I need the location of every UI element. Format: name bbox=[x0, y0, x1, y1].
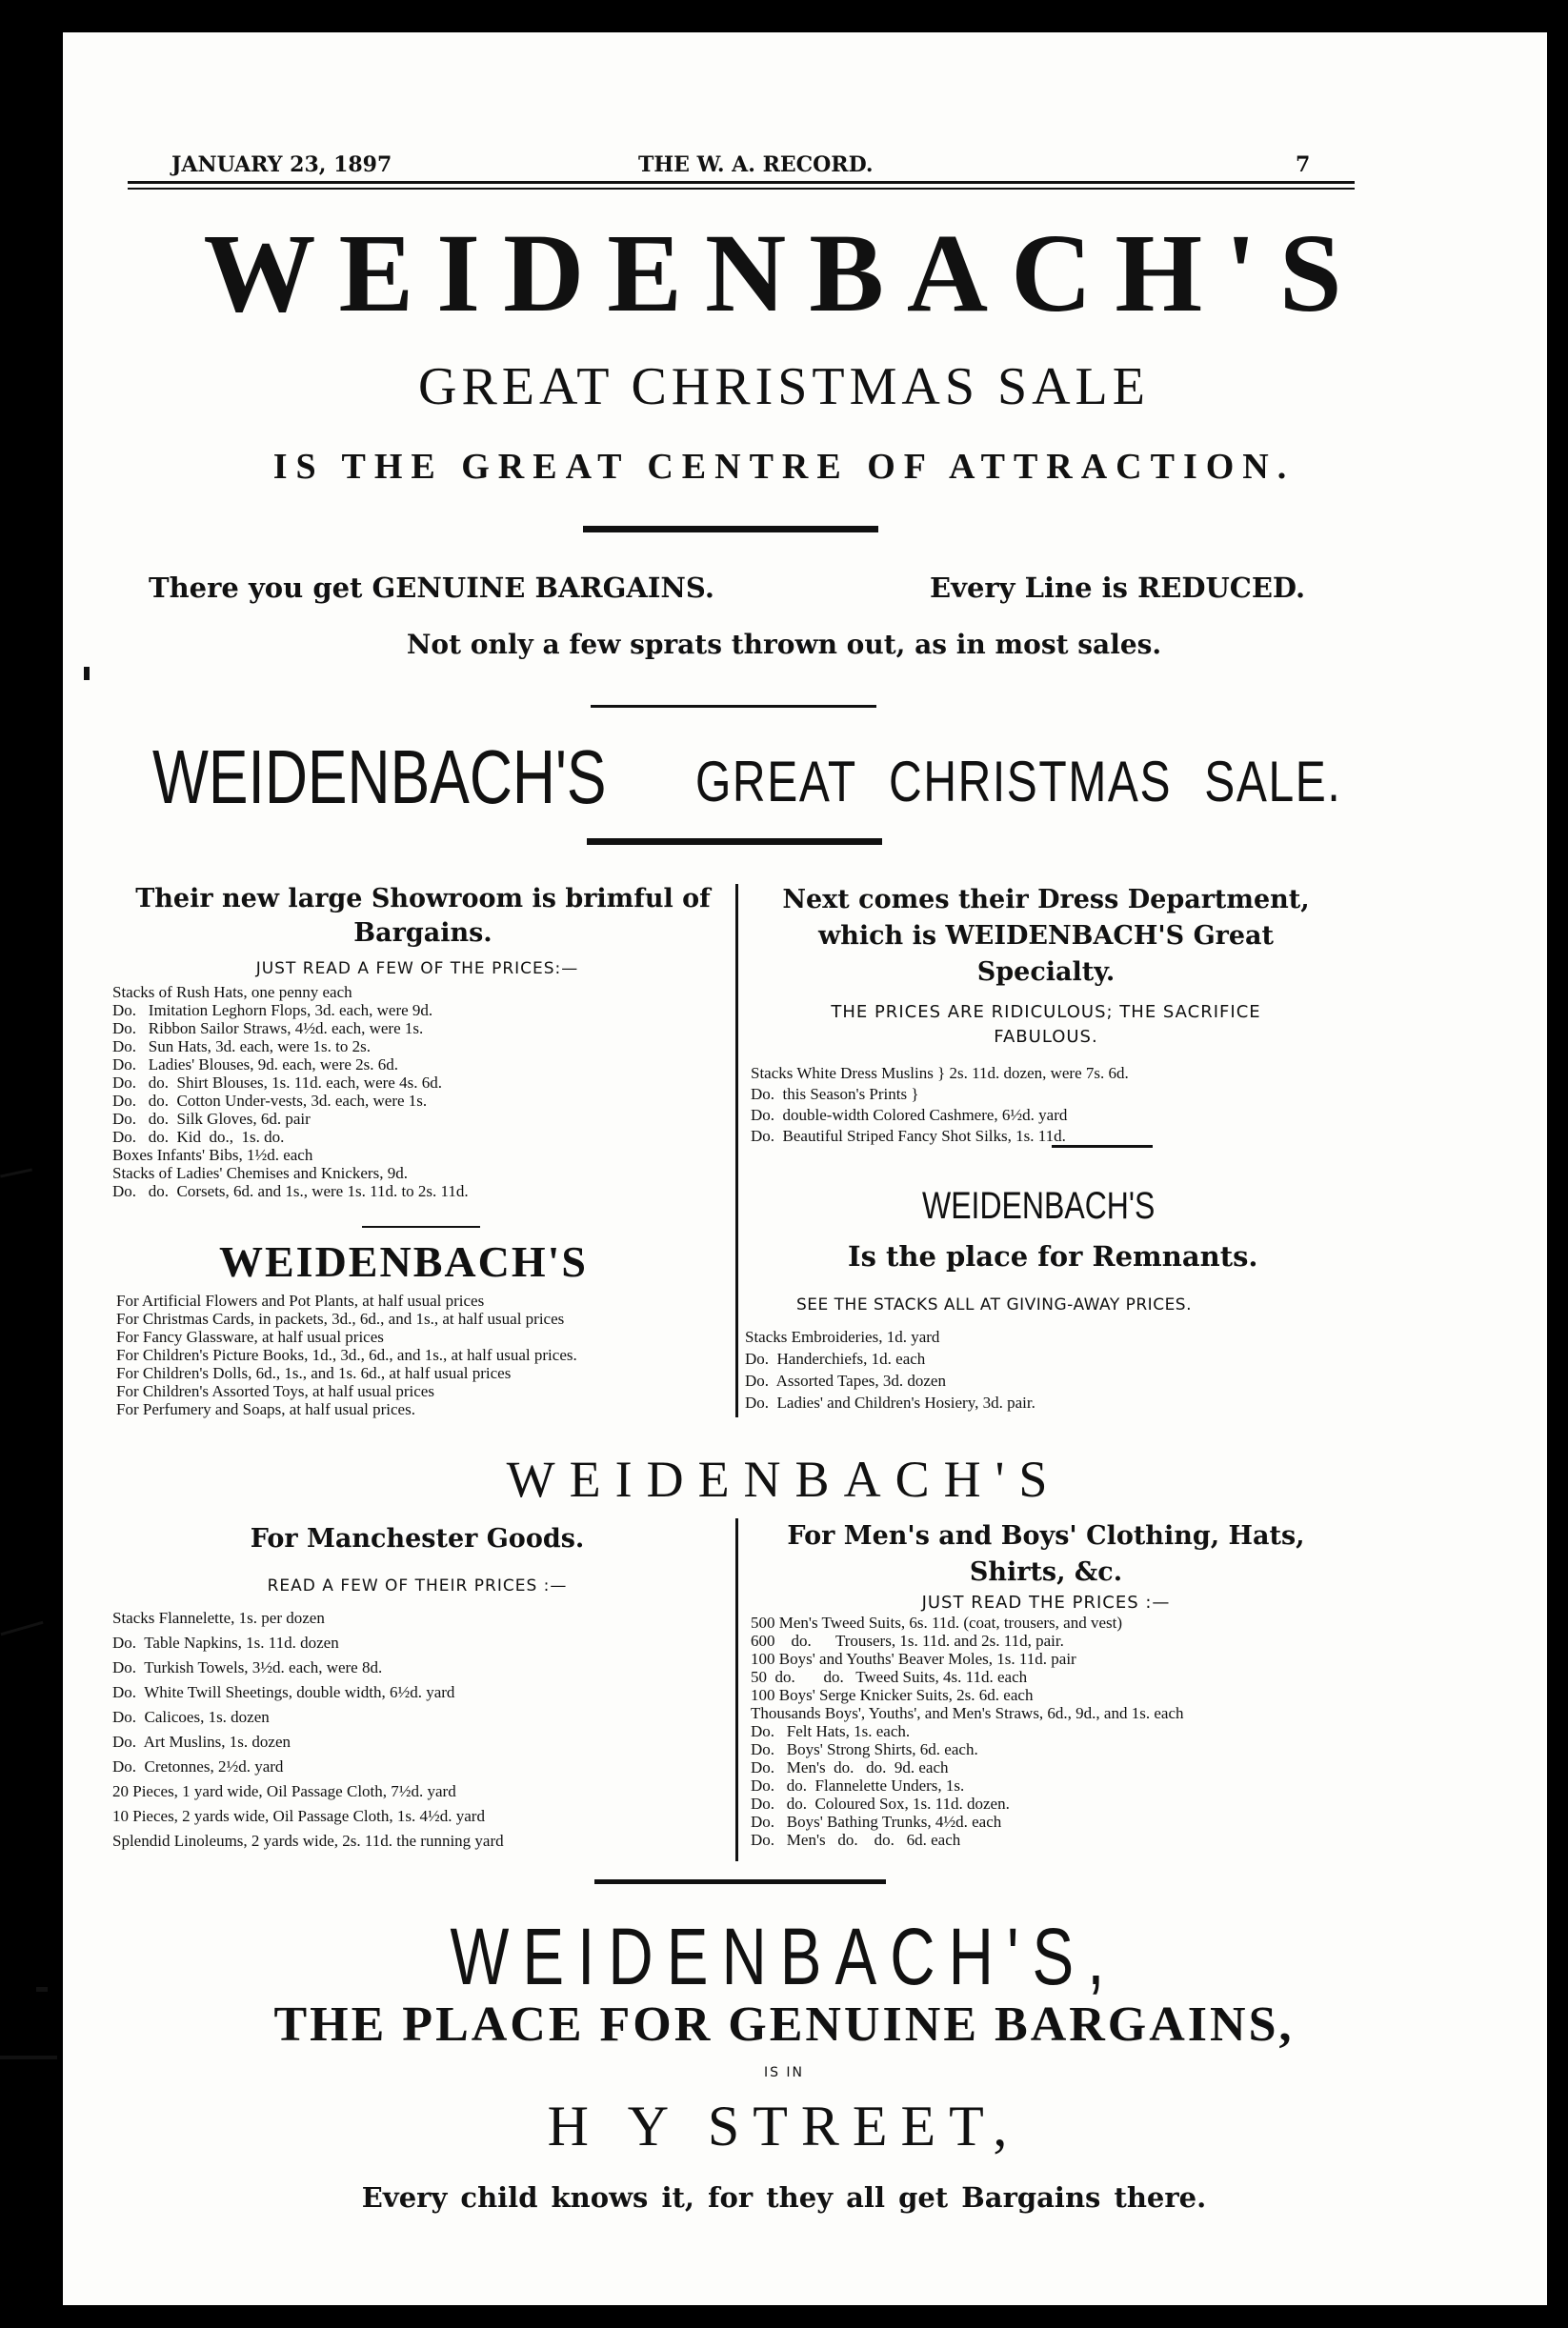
short-rule bbox=[1052, 1145, 1153, 1148]
manchester-subheading: READ A FEW OF THEIR PRICES :— bbox=[267, 1576, 568, 1595]
manchester-heading: For Manchester Goods. bbox=[250, 1524, 585, 1554]
price-list-item: Do. Men's do. do. 6d. each bbox=[751, 1831, 961, 1849]
price-list-item: Stacks of Ladies' Chemises and Knickers, 9d. bbox=[112, 1164, 408, 1182]
running-header bbox=[133, 152, 1377, 177]
price-list-item: 100 Boys' Serge Knicker Suits, 2s. 6d. each bbox=[751, 1686, 1034, 1704]
price-list-item: Do. do. Coloured Sox, 1s. 11d. dozen. bbox=[751, 1795, 1010, 1813]
price-list-item: Do. Art Muslins, 1s. dozen bbox=[112, 1733, 291, 1751]
price-list-item: Do. Boys' Bathing Trunks, 4½d. each bbox=[751, 1813, 1002, 1831]
main-subtitle: GREAT CHRISTMAS SALE bbox=[418, 357, 1150, 416]
bargains-line-left: There you get GENUINE BARGAINS. bbox=[149, 572, 714, 604]
price-list-item: Do. Calicoes, 1s. dozen bbox=[112, 1708, 270, 1726]
mens-subheading: JUST READ THE PRICES :— bbox=[921, 1593, 1171, 1613]
showroom-price-list bbox=[112, 983, 722, 1200]
mens-section bbox=[751, 1518, 1341, 1849]
dress-subheading: THE PRICES ARE RIDICULOUS; THE SACRIFICE FABULOUS. bbox=[831, 1002, 1261, 1047]
price-list-item: Do. Ladies' and Children's Hosiery, 3d. pair. bbox=[745, 1394, 1035, 1412]
price-list-item: Do. Assorted Tapes, 3d. dozen bbox=[745, 1372, 946, 1390]
remnants-section bbox=[745, 1326, 1336, 1414]
price-list-item: For Children's Picture Books, 1d., 3d., 6d., and 1s., at half usual prices. bbox=[116, 1346, 577, 1364]
price-list-item: Do. Cretonnes, 2½d. yard bbox=[112, 1757, 284, 1776]
price-list-item: 500 Men's Tweed Suits, 6s. 11d. (coat, trousers, and vest) bbox=[751, 1614, 1122, 1632]
banner-sale: GREAT CHRISTMAS SALE. bbox=[695, 750, 1342, 813]
footer-place-line: THE PLACE FOR GENUINE BARGAINS, bbox=[273, 1997, 1295, 2052]
dress-price-list bbox=[751, 1063, 1341, 1147]
divider-bar bbox=[583, 526, 878, 532]
margin-speck bbox=[84, 667, 90, 680]
price-list-item: Do. Ladies' Blouses, 9d. each, were 2s. 6d. bbox=[112, 1055, 399, 1074]
margin-speck bbox=[36, 1987, 48, 1992]
remnants-list bbox=[745, 1326, 1336, 1414]
column-divider bbox=[735, 1518, 738, 1861]
price-list-item: 100 Boys' and Youths' Beaver Moles, 1s. 11d. pair bbox=[751, 1650, 1076, 1668]
price-list-item: Do. Turkish Towels, 3½d. each, were 8d. bbox=[112, 1658, 383, 1676]
header-paper-title: THE W. A. RECORD. bbox=[638, 152, 874, 177]
header-date: JANUARY 23, 1897 bbox=[171, 152, 392, 177]
manchester-price-list bbox=[112, 1606, 722, 1854]
remnants-heading: Is the place for Remnants. bbox=[848, 1240, 1258, 1273]
footer-is-in: IS IN bbox=[763, 2065, 805, 2080]
fancy-title: WEIDENBACH'S bbox=[219, 1237, 588, 1286]
showroom-subheading: JUST READ A FEW OF THE PRICES:— bbox=[255, 959, 579, 978]
sprats-line: Not only a few sprats thrown out, as in most sales. bbox=[406, 629, 1162, 660]
price-list-item: For Children's Assorted Toys, at half usual prices bbox=[116, 1382, 434, 1400]
margin-speck bbox=[0, 2056, 57, 2059]
price-list-item: 50 do. do. Tweed Suits, 4s. 11d. each bbox=[751, 1668, 1028, 1686]
price-list-item: 20 Pieces, 1 yard wide, Oil Passage Cloth, 7½d. yard bbox=[112, 1782, 456, 1800]
header-page-number: 7 bbox=[1296, 152, 1311, 177]
footer-street: H Y STREET, bbox=[547, 2095, 1021, 2157]
main-tagline: IS THE GREAT CENTRE OF ATTRACTION. bbox=[272, 447, 1296, 487]
manchester-section bbox=[112, 1522, 722, 1854]
price-list-item: Do. this Season's Prints } bbox=[751, 1085, 919, 1103]
price-list-item: Do. do. Flannelette Unders, 1s. bbox=[751, 1776, 965, 1795]
dress-section bbox=[751, 882, 1341, 1147]
price-list-item: Do. do. Silk Gloves, 6d. pair bbox=[112, 1110, 311, 1128]
main-title: WEIDENBACH'S bbox=[203, 211, 1365, 335]
divider-bar bbox=[594, 1879, 886, 1884]
thin-divider bbox=[591, 705, 876, 708]
remnants-title: WEIDENBACH'S bbox=[922, 1185, 1156, 1227]
price-list-item: Do. Table Napkins, 1s. 11d. dozen bbox=[112, 1634, 339, 1652]
bargains-line-right: Every Line is REDUCED. bbox=[930, 572, 1306, 604]
price-list-item: Do. Boys' Strong Shirts, 6d. each. bbox=[751, 1740, 978, 1758]
fancy-list bbox=[116, 1292, 726, 1418]
price-list-item: Do. do. Corsets, 6d. and 1s., were 1s. 11d. to 2s. 11d. bbox=[112, 1182, 469, 1200]
column-divider bbox=[735, 884, 738, 1417]
mens-price-list bbox=[751, 1614, 1341, 1849]
margin-speck bbox=[0, 1621, 43, 1636]
price-list-item: 600 do. Trousers, 1s. 11d. and 2s. 11d, pair. bbox=[751, 1632, 1064, 1650]
price-list-item: Do. Beautiful Striped Fancy Shot Silks, 1s. 11d. bbox=[751, 1127, 1066, 1145]
price-list-item: Do. Ribbon Sailor Straws, 4½d. each, were 1s. bbox=[112, 1019, 424, 1037]
price-list-item: For Fancy Glassware, at half usual prices bbox=[116, 1328, 384, 1346]
price-list-item: Do. Sun Hats, 3d. each, were 1s. to 2s. bbox=[112, 1037, 372, 1055]
showroom-section bbox=[112, 882, 722, 1200]
price-list-item: Do. do. Kid do., 1s. do. bbox=[112, 1128, 285, 1146]
header-rule-top bbox=[128, 181, 1355, 184]
price-list-item: Stacks Flannelette, 1s. per dozen bbox=[112, 1609, 325, 1627]
short-rule bbox=[362, 1226, 480, 1228]
footer-closing: Every child knows it, for they all get Bargains there. bbox=[361, 2181, 1207, 2214]
price-list-item: Do. Imitation Leghorn Flops, 3d. each, were 9d. bbox=[112, 1001, 433, 1019]
banner-name: WEIDENBACH'S bbox=[152, 734, 607, 819]
mens-heading: For Men's and Boys' Clothing, Hats, Shirts, &c. bbox=[787, 1521, 1305, 1587]
price-list-item: Stacks White Dress Muslins } 2s. 11d. dozen, were 7s. 6d. bbox=[751, 1064, 1129, 1082]
showroom-heading: Their new large Showroom is brimful of Bargains. bbox=[135, 884, 711, 948]
price-list-item: Do. White Twill Sheetings, double width, 6½d. yard bbox=[112, 1683, 455, 1701]
margin-speck bbox=[0, 1168, 32, 1177]
price-list-item: Thousands Boys', Youths', and Men's Straws, 6d., 9d., and 1s. each bbox=[751, 1704, 1184, 1722]
price-list-item: Do. double-width Colored Cashmere, 6½d. yard bbox=[751, 1106, 1068, 1124]
price-list-item: Do. Felt Hats, 1s. each. bbox=[751, 1722, 911, 1740]
header-rule-bottom bbox=[128, 188, 1355, 190]
price-list-item: Do. do. Shirt Blouses, 1s. 11d. each, were 4s. 6d. bbox=[112, 1074, 442, 1092]
dress-heading: Next comes their Dress Department, which is WEIDENBACH'S Great Specialty. bbox=[782, 885, 1310, 987]
price-list-item: For Children's Dolls, 6d., 1s., and 1s. 6d., at half usual prices bbox=[116, 1364, 512, 1382]
footer-title: WEIDENBACH'S, bbox=[450, 1912, 1118, 2001]
banner-title: WEIDENBACH'S bbox=[506, 1451, 1062, 1508]
price-list-item: Boxes Infants' Bibs, 1½d. each bbox=[112, 1146, 313, 1164]
price-list-item: Stacks of Rush Hats, one penny each bbox=[112, 983, 352, 1001]
price-list-item: Splendid Linoleums, 2 yards wide, 2s. 11d. the running yard bbox=[112, 1832, 504, 1850]
remnants-subheading: SEE THE STACKS ALL AT GIVING-AWAY PRICES. bbox=[796, 1295, 1193, 1315]
price-list-item: For Artificial Flowers and Pot Plants, at half usual prices bbox=[116, 1292, 485, 1310]
price-list-item: Stacks Embroideries, 1d. yard bbox=[745, 1328, 940, 1346]
fancy-section bbox=[116, 1292, 726, 1418]
price-list-item: Do. Handerchiefs, 1d. each bbox=[745, 1350, 926, 1368]
price-list-item: Do. Men's do. do. 9d. each bbox=[751, 1758, 949, 1776]
price-list-item: For Christmas Cards, in packets, 3d., 6d., and 1s., at half usual prices bbox=[116, 1310, 565, 1328]
price-list-item: 10 Pieces, 2 yards wide, Oil Passage Cloth, 1s. 4½d. yard bbox=[112, 1807, 485, 1825]
divider-bar bbox=[587, 838, 882, 845]
price-list-item: For Perfumery and Soaps, at half usual prices. bbox=[116, 1400, 415, 1418]
price-list-item: Do. do. Cotton Under-vests, 3d. each, were 1s. bbox=[112, 1092, 428, 1110]
